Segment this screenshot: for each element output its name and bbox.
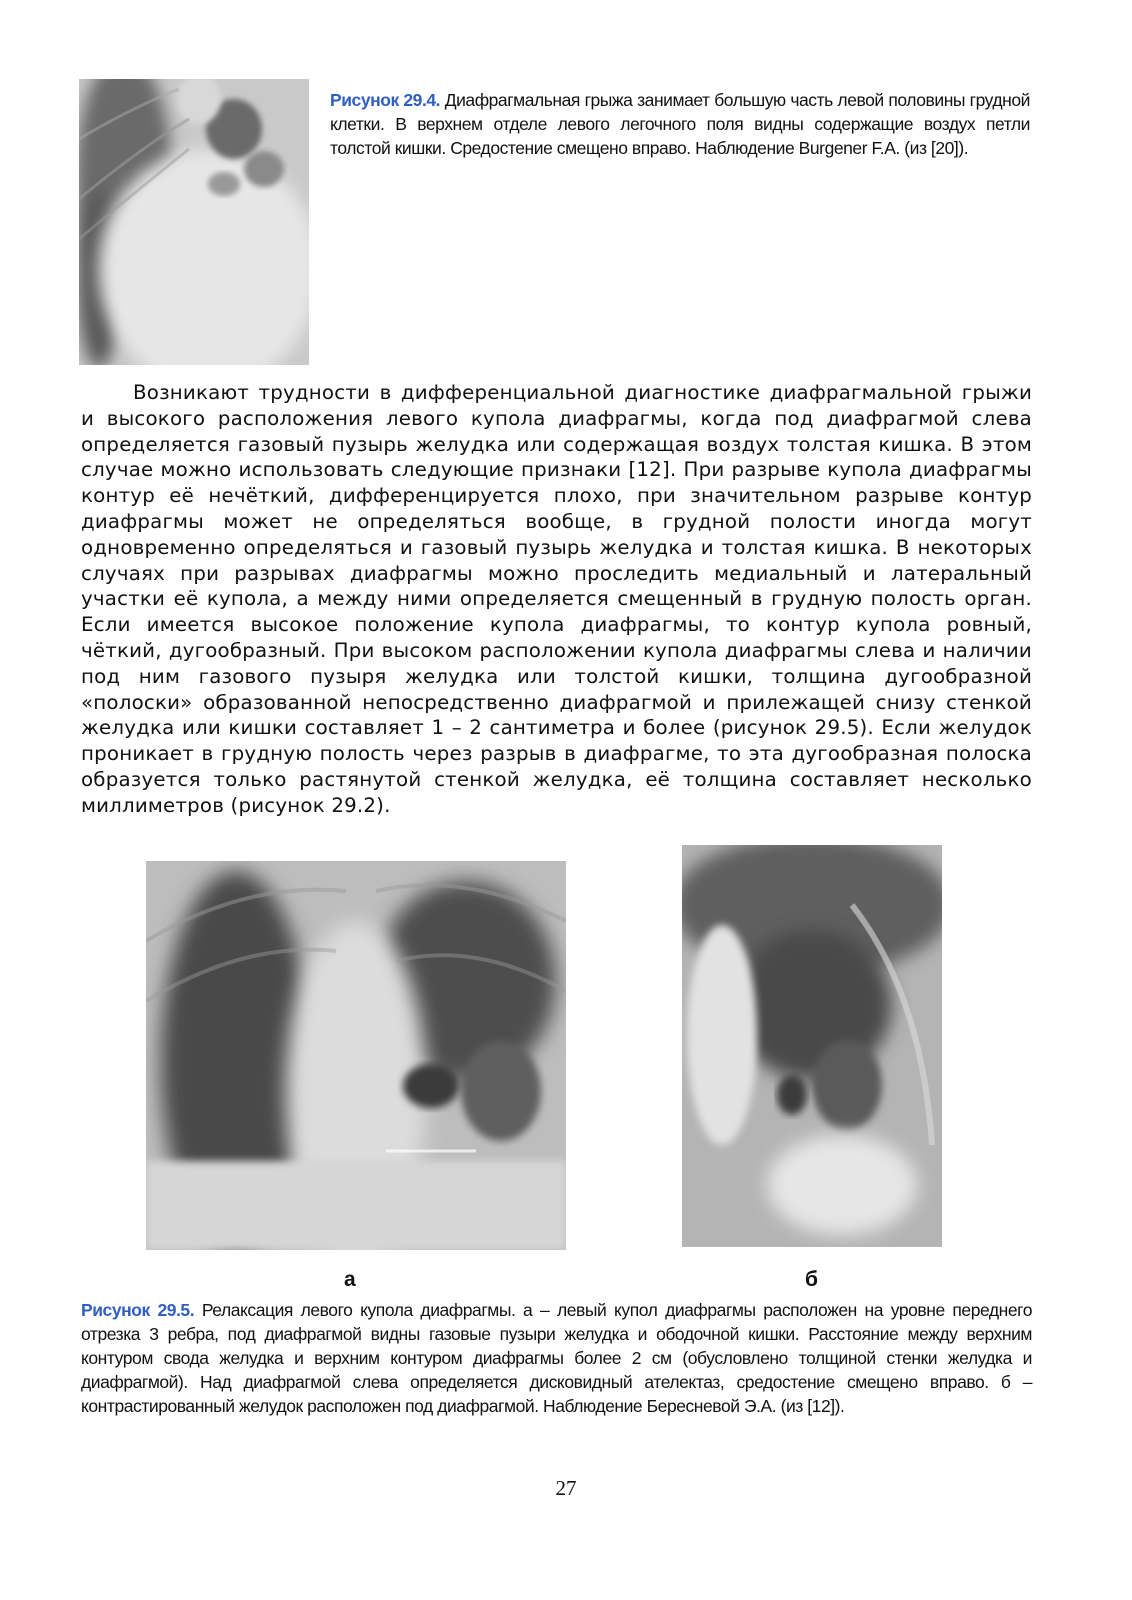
- xray-image-29-5-a: [146, 861, 566, 1250]
- xray-image-29-4: [79, 79, 309, 365]
- figure-29-4-label: Рисунок 29.4.: [330, 90, 441, 110]
- figure-29-4-text: Диафрагмальная грыжа занимает большую часть левой половины грудной клетки. В верхнем отделе левого легочного поля видны содержащие воздух петли толстой кишки. Средостение смещено вправо. Наблюдение Burgener F.A. (из [20]).: [330, 90, 1030, 158]
- page-number: 27: [555, 1476, 577, 1500]
- subfigure-label-b: б: [805, 1268, 818, 1291]
- figure-29-5-caption: [81, 1298, 1032, 1418]
- subfigure-label-a: а: [344, 1268, 356, 1291]
- xray-image-29-5-b: [682, 845, 942, 1247]
- figure-29-5-text: Релаксация левого купола диафрагмы. а – левый купол диафрагмы расположен на уровне переднего отрезка 3 ребра, под диафрагмой видны газовые пузыри желудка и ободочной кишки. Расстояние между верхним контуром свода желудка и верхним контуром диафрагмы более 2 см (обусловлено толщиной стенки желудка и диафрагмой). Над диафрагмой слева определяется дисковидный ателектаз, средостение смещено вправо. б – контрастированный желудок расположен под диафрагмой. Наблюдение Бересневой Э.А. (из [12]).: [81, 1300, 1032, 1416]
- figure-29-5-label: Рисунок 29.5.: [81, 1300, 195, 1320]
- body-paragraph: Возникают трудности в дифференциальной диагностике диафрагмальной грыжи и высокого расположения левого купола диафрагмы, когда под диафрагмой слева определяется газовый пузырь желудка или содержащая воздух толстая кишка. В этом случае можно использовать следующие признаки [12]. При разрыве купола диафрагмы контур её нечёткий, дифференцируется плохо, при значительном разрыве контур диафрагмы может не определяться вообще, в грудной полости иногда могут одновременно определяться и газовый пузырь желудка и толстая кишка. В некоторых случаях при разрывах диафрагмы можно проследить медиальный и латеральный участки её купола, а между ними определяется смещенный в грудную полость орган. Если имеется высокое положение купола диафрагмы, то контур купола ровный, чёткий, дугообразный. При высоком расположении купола диафрагмы слева и наличии под ним газового пузыря желудка или толстой кишки, толщина дугообразной «полоски» образованной непосредственно диафрагмой и прилежащей снизу стенкой желудка или кишки составляет 1 – 2 сантиметра и более (рисунок 29.5). Если желудок проникает в грудную полость через разрыв в диафрагме, то эта дугообразная полоска образуется только растянутой стенкой желудка, её толщина составляет несколько миллиметров (рисунок 29.2).: [81, 381, 1032, 817]
- figure-29-4-caption: [330, 88, 1030, 160]
